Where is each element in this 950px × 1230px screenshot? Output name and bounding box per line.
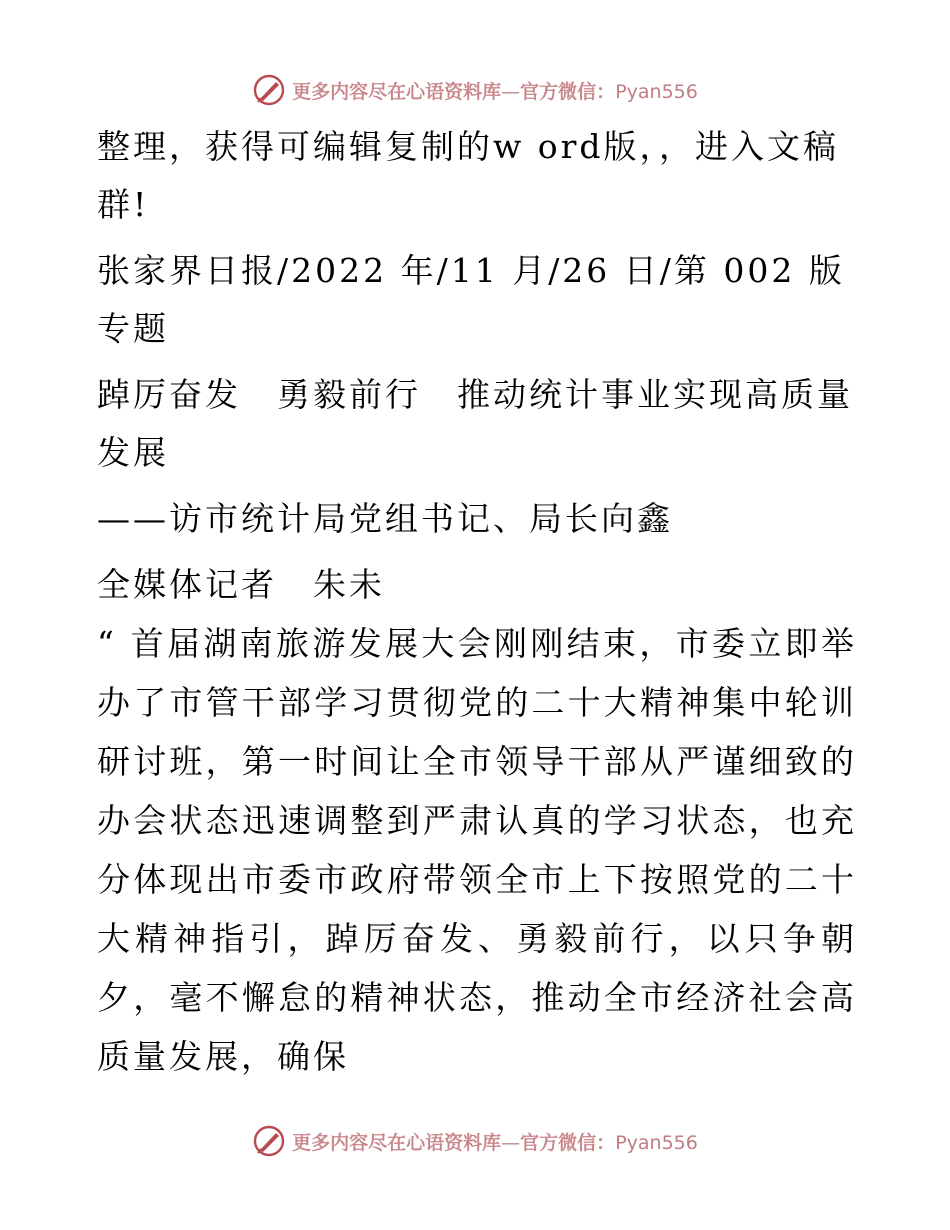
watermark-separator: — — [501, 80, 521, 103]
quill-pen-circle-icon — [252, 73, 286, 107]
watermark-text: 更多内容尽在心语资料库 — [292, 1131, 502, 1154]
quill-pen-circle-icon — [252, 1124, 286, 1158]
source-line: 张家界日报/2022 年/11 月/26 日/第 002 版专题 — [97, 251, 845, 348]
watermark-separator: — — [501, 1131, 521, 1154]
article-headline: 踔厉奋发 勇毅前行 推动统计事业实现高质量发展 — [97, 375, 853, 472]
watermark-text: 更多内容尽在心语资料库 — [292, 80, 502, 103]
watermark-suffix: 官方微信： — [520, 80, 616, 103]
intro-line: 整理，获得可编辑复制的w ord版，，进入文稿群! — [97, 127, 840, 224]
watermark-suffix: 官方微信： — [520, 1131, 616, 1154]
watermark-banner-bottom — [0, 1121, 950, 1161]
document-content — [97, 118, 857, 1086]
article-subheadline: ——访市统计局党组书记、局长向鑫 — [97, 499, 673, 538]
article-body: “ 首届湖南旅游发展大会刚刚结束，市委立即举办了市管干部学习贯彻党的二十大精神集中轮训研讨班，第一时间让全市领导干部从严谨细致的办会状态迅速调整到严肃认真的学习状态，也充分体现出市委市政府带领全市上下按照党的二十大精神指引，踔厉奋发、勇毅前行，以只争朝夕，毫不懈怠的精神状态，推动全市经济社会高质量发展，确保 — [97, 624, 857, 1076]
watermark-account: Pyan556 — [615, 80, 698, 103]
article-byline: 全媒体记者 朱未 — [97, 565, 385, 604]
watermark-banner-top — [0, 70, 950, 110]
watermark-account: Pyan556 — [615, 1131, 698, 1154]
